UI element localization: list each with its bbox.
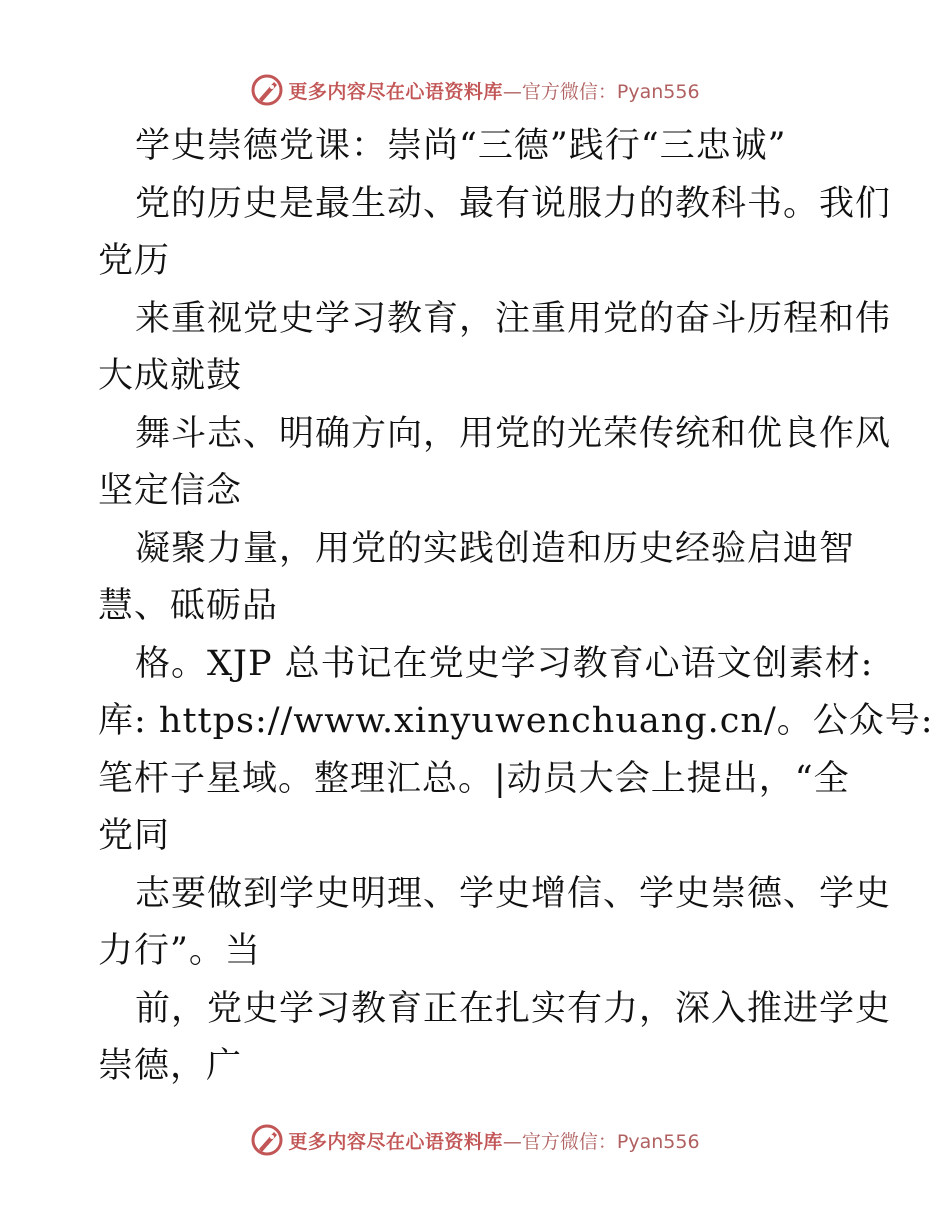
text-line: 坚定信念 [98,471,243,511]
text-line: 舞斗志、明确方向，用党的光荣传统和优良作风 [135,413,892,454]
doc-title: 学史崇德党课：崇尚“三德”践行“三忠诚” [135,126,787,166]
watermark-footer [0,1120,950,1160]
text-line: 库: https://www.xinyuwenchuang.cn/。公众号: [98,701,934,741]
watermark-contact: —官方微信：Pyan556 [502,80,700,103]
text-line: 凝聚力量，用党的实践创造和历史经验启迪智 [135,528,856,569]
text-line: 笔杆子星域。整理汇总。|动员大会上提出，“全 [98,758,850,799]
text-line: 格。XJP 总书记在党史学习教育心语文创素材: [135,643,874,684]
pen-logo-icon [250,73,284,107]
text-line: 志要做到学史明理、学史增信、学史崇德、学史 [135,873,892,914]
watermark-header [0,70,950,110]
text-line: 崇德，广 [98,1046,243,1086]
watermark-text: 更多内容尽在心语资料库 [288,1130,503,1153]
text-line: 党的历史是最生动、最有说服力的教科书。我们 [135,183,892,224]
pen-logo-icon [250,1123,284,1157]
text-line: 大成就鼓 [98,356,243,396]
text-line: 党历 [98,241,171,281]
text-line: 党同 [98,816,171,856]
watermark-contact: —官方微信：Pyan556 [502,1130,700,1153]
text-line: 慧、砥砺品 [98,586,279,626]
text-line: 前，党史学习教育正在扎实有力，深入推进学史 [135,988,892,1029]
text-line: 来重视党史学习教育，注重用党的奋斗历程和伟 [135,298,892,339]
text-line: 力行”。当 [98,931,261,971]
document-body [98,118,934,1096]
watermark-text: 更多内容尽在心语资料库 [288,80,503,103]
